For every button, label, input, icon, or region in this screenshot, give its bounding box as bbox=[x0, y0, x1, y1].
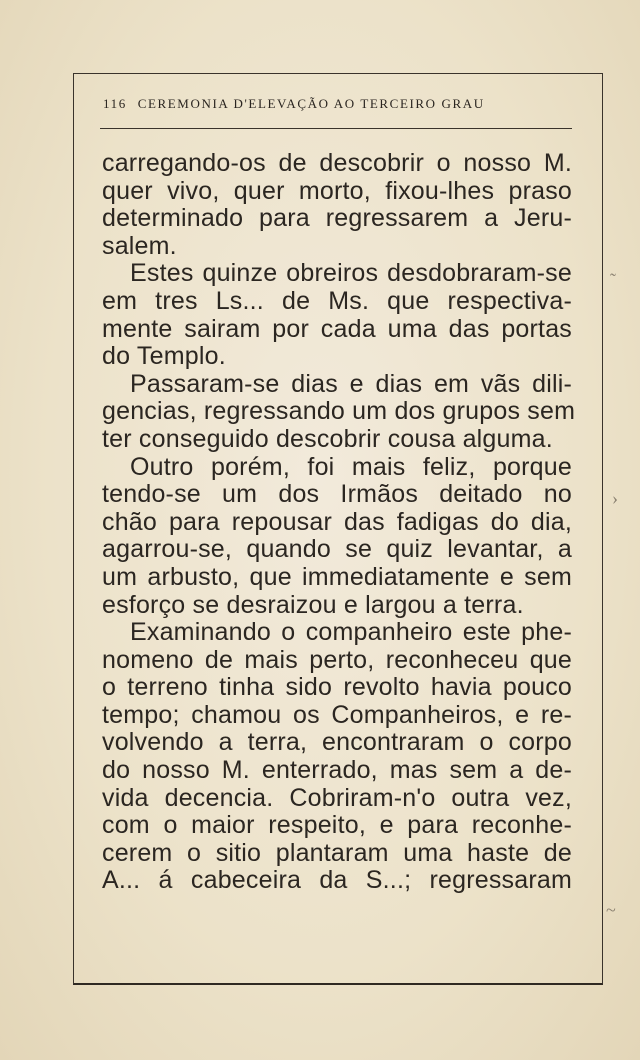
text-line: tendo-se um dos Irmãos deitado no bbox=[102, 480, 572, 509]
body-text bbox=[102, 149, 576, 895]
running-header bbox=[103, 96, 573, 112]
text-line: A... á cabeceira da S...; regressaram bbox=[102, 866, 572, 895]
text-line: quer vivo, quer morto, fixou-lhes praso bbox=[102, 176, 572, 205]
text-line: cerem o sitio plantaram uma haste de bbox=[102, 838, 572, 867]
text-line: com o maior respeito, e para reconhe- bbox=[102, 811, 572, 840]
text-line: do Templo. bbox=[102, 342, 226, 371]
text-line: determinado para regressarem a Jeru- bbox=[102, 204, 572, 233]
text-line: Outro porém, foi mais feliz, porque bbox=[130, 452, 572, 481]
text-line: do nosso M. enterrado, mas sem a de- bbox=[102, 756, 572, 785]
text-line: Passaram-se dias e dias em vãs dili- bbox=[130, 369, 572, 398]
margin-mark: ~ bbox=[606, 900, 616, 920]
margin-mark: › bbox=[612, 488, 618, 508]
text-line: chão para repousar das fadigas do dia, bbox=[102, 507, 572, 536]
text-line: Examinando o companheiro este phe- bbox=[130, 618, 572, 647]
text-line: mente sairam por cada uma das portas bbox=[102, 314, 572, 343]
text-line: Estes quinze obreiros desdobraram-se bbox=[130, 259, 572, 288]
running-title: CEREMONIA D'ELEVAÇÃO AO TERCEIRO GRAU bbox=[137, 96, 485, 111]
text-line: vida decencia. Cobriram-n'o outra vez, bbox=[102, 783, 572, 812]
text-line: volvendo a terra, encontraram o corpo bbox=[102, 728, 572, 757]
text-line: um arbusto, que immediatamente e sem bbox=[102, 562, 572, 591]
text-line: ter conseguido descobrir cousa alguma. bbox=[102, 424, 553, 453]
header-rule bbox=[100, 128, 572, 129]
page-number: 116 bbox=[103, 96, 127, 111]
text-line: carregando-os de descobrir o nosso M. bbox=[102, 149, 572, 177]
text-line: esforço se desraizou e largou a terra. bbox=[102, 590, 524, 619]
text-line: o terreno tinha sido revolto havia pouco bbox=[102, 673, 572, 702]
text-line: nomeno de mais perto, reconheceu que bbox=[102, 645, 572, 674]
text-line: salem. bbox=[102, 231, 177, 260]
margin-mark: ˜ bbox=[610, 270, 616, 290]
text-line: gencias, regressando um dos grupos sem bbox=[102, 397, 576, 426]
text-line: em tres Ls... de Ms. que respectiva- bbox=[102, 286, 572, 315]
text-line: tempo; chamou os Companheiros, e re- bbox=[102, 700, 572, 729]
text-line: agarrou-se, quando se quiz levantar, a bbox=[102, 535, 572, 564]
